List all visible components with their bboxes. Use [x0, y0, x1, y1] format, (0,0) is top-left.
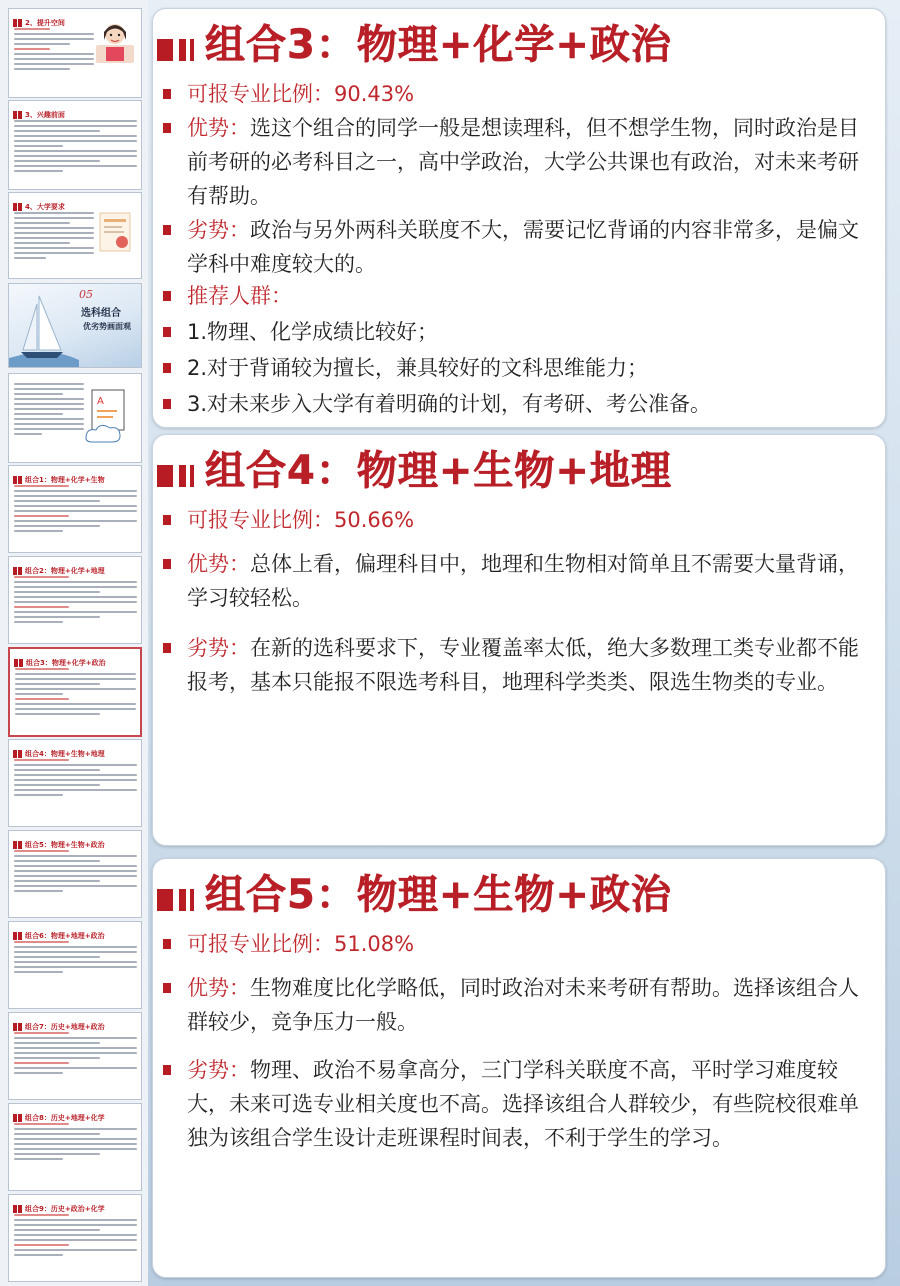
- advantage-label: 优势：: [187, 116, 250, 140]
- ratio-label: 可报专业比例：: [187, 82, 334, 106]
- slide-thumbnail[interactable]: [8, 100, 142, 190]
- thumbnail-title: 组合5：物理+生物+政治: [13, 834, 141, 845]
- section-number: 05: [79, 288, 93, 301]
- recommend-row: [163, 279, 863, 313]
- student-illustration-icon: [94, 17, 136, 69]
- slide-thumbnail[interactable]: [8, 8, 142, 98]
- advantage-label: 优势：: [187, 976, 250, 1000]
- slide-thumbnail[interactable]: [8, 192, 142, 279]
- disadvantage-text: 物理、政治不易拿高分，三门学科关联度不高，平时学习难度较大，未来可选专业相关度也不高。选择该组合人群较少，有些院校很难单独为该组合学生设计走班课程时间表，不利于学生的学习。: [187, 1058, 859, 1150]
- advantage-text: 选这个组合的同学一般是想读理科，但不想学生物，同时政治是目前考研的必考科目之一，高中学政治，大学公共课也有政治，对未来考研有帮助。: [187, 116, 859, 208]
- ratio-label: 可报专业比例：: [187, 932, 334, 956]
- combo-card: [152, 8, 886, 428]
- ratio-row: [163, 77, 863, 111]
- slide-thumbnail[interactable]: [8, 373, 142, 463]
- advantage-text: 生物难度比化学略低，同时政治对未来考研有帮助。选择该组合人群较少，竞争压力一般。: [187, 976, 859, 1034]
- ratio-label: 可报专业比例：: [187, 508, 334, 532]
- thumbnail-title: 组合8：历史+地理+化学: [13, 1107, 141, 1118]
- slide-thumbnail[interactable]: [8, 739, 142, 827]
- thumbnail-title: 4、大学要求: [13, 196, 141, 207]
- svg-text:A: A: [97, 396, 104, 407]
- thumbnail-title: 组合3：物理+化学+政治: [14, 652, 140, 663]
- thumbnail-title: 2、提升空间: [13, 12, 141, 23]
- slide-thumbnail[interactable]: [8, 1012, 142, 1100]
- recommend-label: 推荐人群：: [187, 284, 292, 308]
- thumbnail-title: 组合9：历史+政治+化学: [13, 1198, 141, 1209]
- combo-card: [152, 434, 886, 846]
- thumbnail-title: 组合1：物理+化学+生物: [13, 469, 141, 480]
- section-title: 选科组合: [81, 308, 121, 319]
- slide-thumbnail[interactable]: [8, 1194, 142, 1282]
- slide-thumbnail-panel: [0, 0, 148, 1286]
- ratio-value: 51.08%: [334, 932, 415, 956]
- recommend-item: 1.物理、化学成绩比较好；: [163, 315, 863, 349]
- ratio-row: [163, 927, 863, 961]
- slide-thumbnail[interactable]: [8, 465, 142, 553]
- certificate-illustration-icon: [94, 209, 136, 259]
- combo-card: [152, 858, 886, 1278]
- advantage-row: [163, 547, 863, 615]
- sailboat-icon: [9, 284, 79, 368]
- ratio-value: 90.43%: [334, 82, 415, 106]
- recommend-item: 3.对未来步入大学有着明确的计划，有考研、考公准备。: [163, 387, 863, 421]
- thumbnail-title: 组合4：物理+生物+地理: [13, 743, 141, 754]
- advantage-row: [163, 111, 863, 213]
- disadvantage-row: [163, 631, 863, 699]
- disadvantage-label: 劣势：: [187, 1058, 250, 1082]
- advantage-text: 总体上看，偏理科目中，地理和生物相对简单且不需要大量背诵，学习较轻松。: [187, 552, 859, 610]
- document-cloud-illustration-icon: [82, 386, 136, 452]
- slide-thumbnail[interactable]: [8, 830, 142, 918]
- thumbnail-title: 组合2：物理+化学+地理: [13, 560, 141, 571]
- slide-thumbnail[interactable]: [8, 556, 142, 644]
- section-cover-thumbnail[interactable]: [8, 283, 142, 368]
- disadvantage-label: 劣势：: [187, 218, 250, 242]
- advantage-label: 优势：: [187, 552, 250, 576]
- combo-title: 组合5：物理+生物+政治: [205, 872, 672, 918]
- slide-thumbnail[interactable]: [8, 921, 142, 1009]
- advantage-row: [163, 971, 863, 1039]
- combo-title: 组合3：物理+化学+政治: [205, 22, 672, 68]
- disadvantage-row: [163, 213, 863, 281]
- ratio-row: [163, 503, 863, 537]
- disadvantage-row: [163, 1053, 863, 1155]
- disadvantage-text: 在新的选科要求下，专业覆盖率太低，绝大多数理工类专业都不能报考，基本只能报不限选考科目，地理科学类类、限选生物类的专业。: [187, 636, 859, 694]
- section-subtitle: 优劣势画面观: [83, 322, 131, 331]
- slide-thumbnail[interactable]: [8, 1103, 142, 1191]
- slide-thumbnail-selected[interactable]: [8, 647, 142, 737]
- ratio-value: 50.66%: [334, 508, 415, 532]
- thumbnail-title: 组合7：历史+地理+政治: [13, 1016, 141, 1027]
- thumbnail-title: 3、兴趣前面: [13, 104, 141, 115]
- disadvantage-text: 政治与另外两科关联度不大，需要记忆背诵的内容非常多，是偏文学科中难度较大的。: [187, 218, 859, 276]
- disadvantage-label: 劣势：: [187, 636, 250, 660]
- combo-title: 组合4：物理+生物+地理: [205, 448, 672, 494]
- recommend-item: 2.对于背诵较为擅长，兼具较好的文科思维能力；: [163, 351, 863, 385]
- thumbnail-title: 组合6：物理+地理+政治: [13, 925, 141, 936]
